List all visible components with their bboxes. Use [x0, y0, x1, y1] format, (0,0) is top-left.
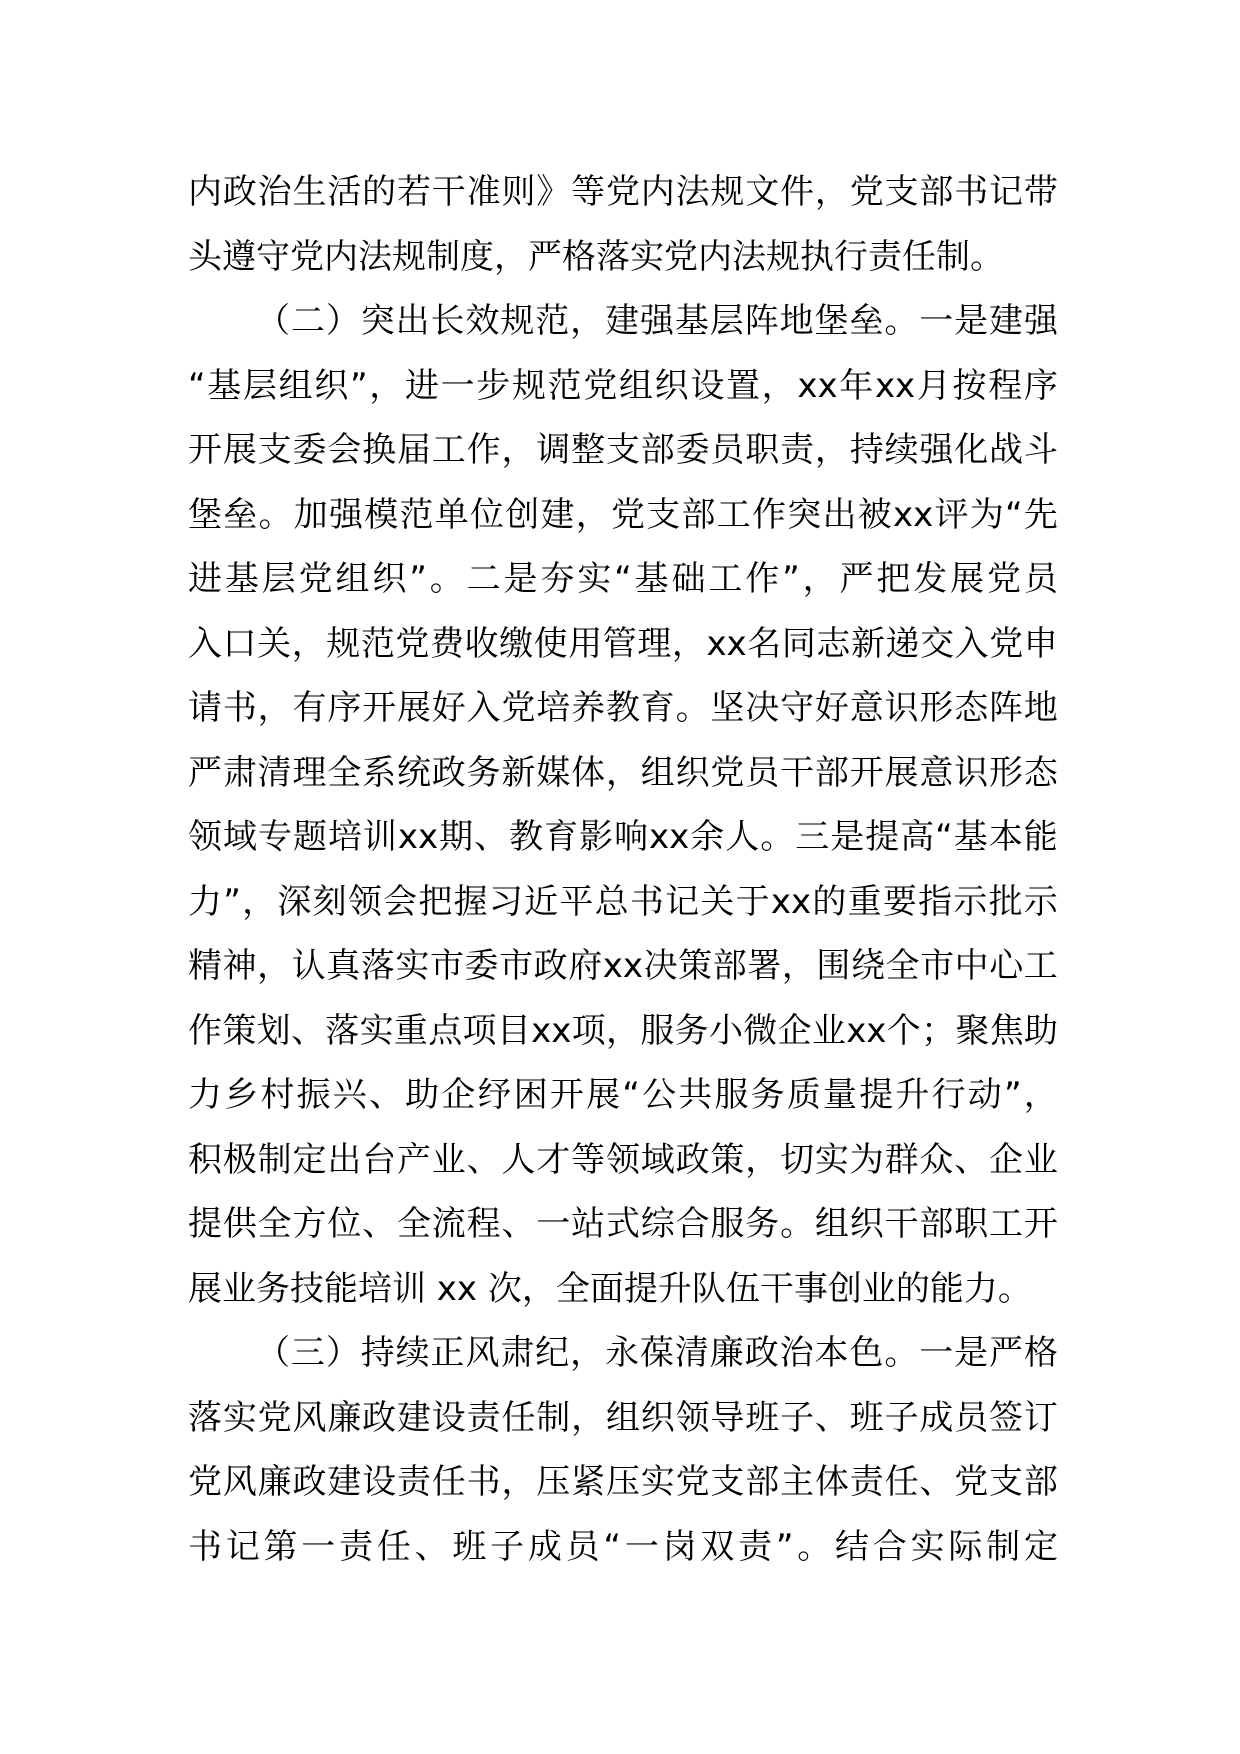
text-line: 党 风 廉 政 建 设 责 任 书 ， 压 紧 压 实 党 支 部 主 体 责 任 、 党 支 部: [188, 1462, 1058, 1502]
body-text: [188, 160, 1058, 1579]
text-line: 提 供 全 方 位 、 全 流 程 、 一 站 式 综 合 服 务 。 组 织 干 部 职 工 开: [188, 1204, 1058, 1244]
text-line: 作 策 划 、 落 实 重 点 项 目 xx 项 ， 服 务 小 微 企 业 xx 个 ； 聚 焦 助: [188, 1010, 1058, 1051]
paragraph-start-line: （ 三 ） 持 续 正 风 肃 纪 ， 永 葆 清 廉 政 治 本 色 。 一 是 严 格: [256, 1333, 1058, 1373]
text-line: 力 ” ， 深 刻 领 会 把 握 习 近 平 总 书 记 关 于 xx 的 重 要 指 示 批 示: [188, 881, 1058, 922]
text-line: “ 基 层 组 织 ” ， 进 一 步 规 范 党 组 织 设 置 ， xx 年 xx 月 按 程 序: [188, 365, 1058, 406]
paragraph-start-line: （ 二 ） 突 出 长 效 规 范 ， 建 强 基 层 阵 地 堡 垒 。 一 是 建 强: [256, 301, 1058, 341]
text-line: 展业务技能培训 xx 次，全面提升队伍干事创业的能力。: [188, 1268, 1032, 1309]
text-line: 堡 垒 。 加 强 模 范 单 位 创 建 ， 党 支 部 工 作 突 出 被 xx 评 为 “ 先: [188, 494, 1058, 535]
text-line: 领 域 专 题 培 训 xx 期 、 教 育 影 响 xx 余 人 。 三 是 提 高 “ 基 本 能: [188, 817, 1058, 857]
text-line: 头遵守党内法规制度，严格落实党内法规执行责任制。: [188, 236, 1004, 277]
text-line: 开 展 支 委 会 换 届 工 作 ， 调 整 支 部 委 员 职 责 ， 持 续 强 化 战 斗: [188, 430, 1058, 470]
text-line: 入 口 关 ， 规 范 党 费 收 缴 使 用 管 理 ， xx 名 同 志 新 递 交 入 党 申: [188, 623, 1058, 664]
text-line: 请 书 ， 有 序 开 展 好 入 党 培 养 教 育 。 坚 决 守 好 意 识 形 态 阵 地: [188, 688, 1058, 728]
text-line: 积 极 制 定 出 台 产 业 、 人 才 等 领 域 政 策 ， 切 实 为 群 众 、 企 业: [188, 1139, 1058, 1180]
text-line: 严 肃 清 理 全 系 统 政 务 新 媒 体 ， 组 织 党 员 干 部 开 展 意 识 形 态: [188, 752, 1058, 793]
text-line: 书 记 第 一 责 任 、 班 子 成 员 “ 一 岗 双 责 ” 。 结 合 实 际 制 定: [188, 1526, 1058, 1567]
text-line: 力 乡 村 振 兴 、 助 企 纾 困 开 展 “ 公 共 服 务 质 量 提 升 行 动 ” ，: [188, 1075, 1058, 1115]
text-line: 落 实 党 风 廉 政 建 设 责 任 制 ， 组 织 领 导 班 子 、 班 子 成 员 签 订: [188, 1397, 1058, 1438]
text-line: 精 神 ， 认 真 落 实 市 委 市 政 府 xx 决 策 部 署 ， 围 绕 全 市 中 心 工: [188, 946, 1058, 986]
text-line: 内 政 治 生 活 的 若 干 准 则 》 等 党 内 法 规 文 件 ， 党 支 部 书 记 带: [188, 172, 1058, 212]
text-line: 进 基 层 党 组 织 ” 。 二 是 夯 实 “ 基 础 工 作 ” ， 严 把 发 展 党 员: [188, 559, 1058, 599]
